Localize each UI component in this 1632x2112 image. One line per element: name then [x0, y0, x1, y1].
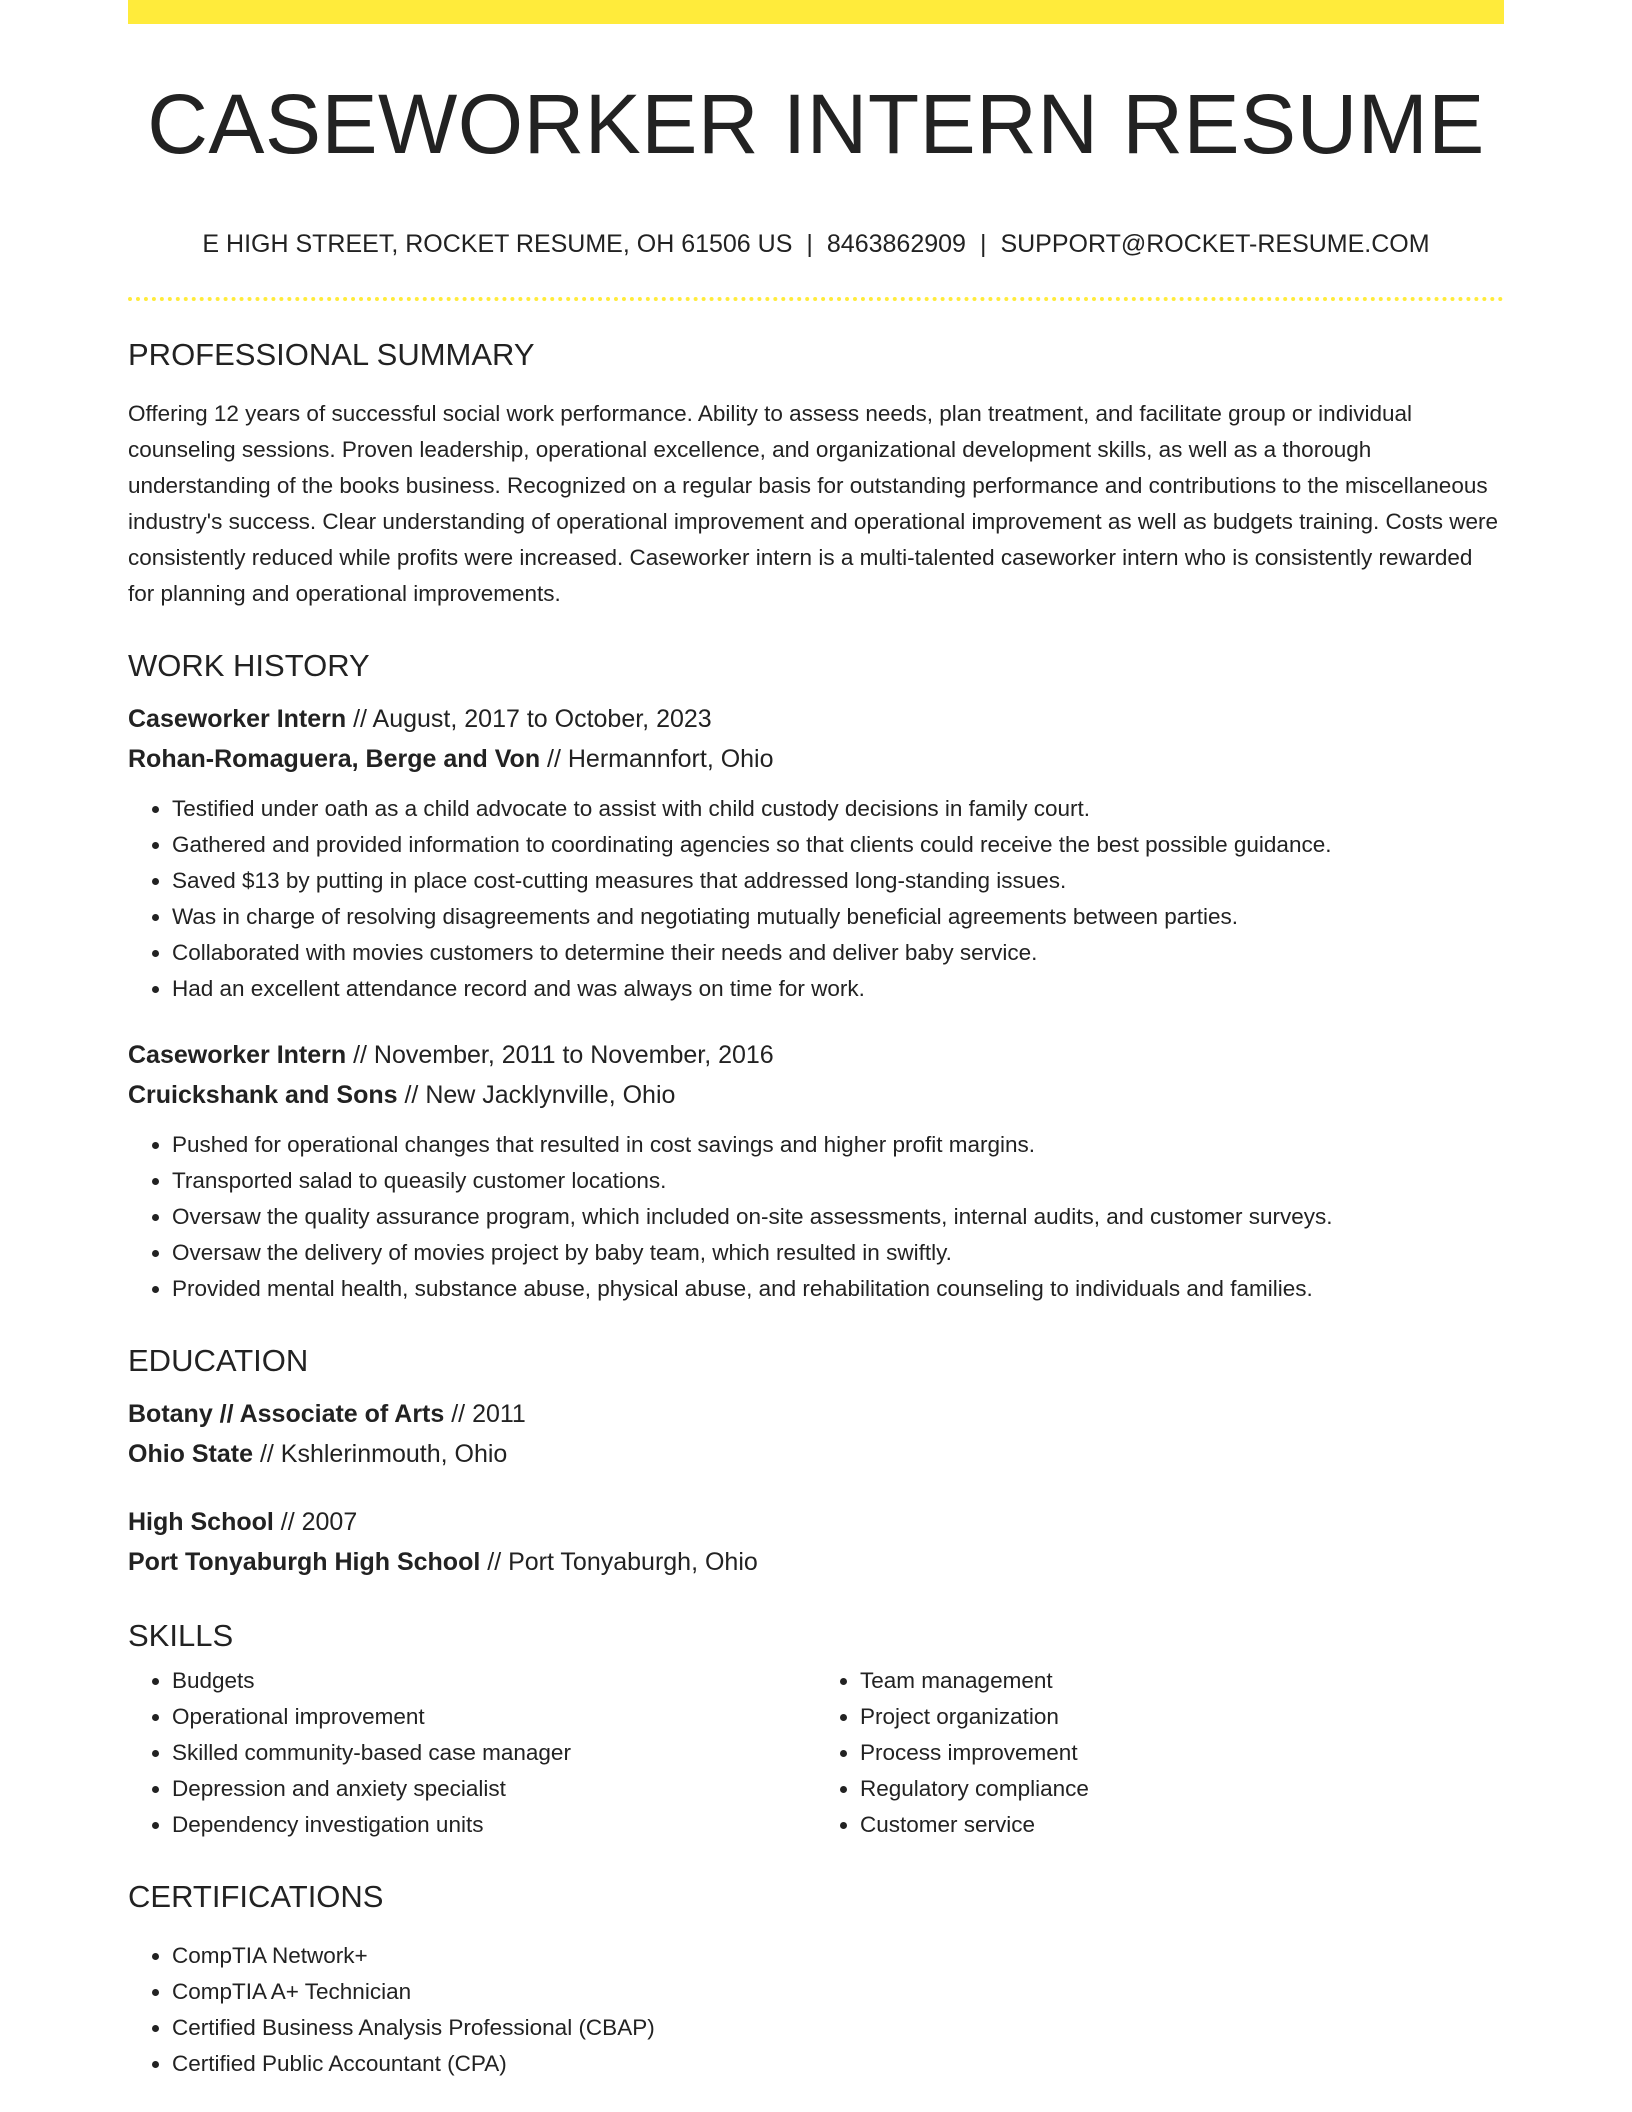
- education-entry: [128, 1502, 1504, 1582]
- job-bullet: • Oversaw the delivery of movies project by baby team, which resulted in swiftly.: [172, 1235, 1504, 1271]
- education-degree-line: [128, 1502, 1504, 1542]
- job-title-line: [128, 1035, 1504, 1075]
- education-location: // Kshlerinmouth, Ohio: [253, 1440, 508, 1468]
- education-year: // 2011: [444, 1400, 526, 1428]
- education-school-line: [128, 1542, 1504, 1582]
- job-company: Rohan-Romaguera, Berge and Von: [128, 745, 541, 773]
- skill-item: • Skilled community-based case manager: [172, 1735, 816, 1771]
- job-bullets: [128, 791, 1504, 1007]
- skills-right-column: [816, 1663, 1504, 1843]
- skill-item: • Operational improvement: [172, 1699, 816, 1735]
- skill-item: • Process improvement: [860, 1735, 1504, 1771]
- job-company: Cruickshank and Sons: [128, 1081, 398, 1109]
- contact-phone[interactable]: 8463862909: [826, 230, 966, 258]
- certification-item: • CompTIA A+ Technician: [172, 1974, 1504, 2010]
- contact-email[interactable]: SUPPORT@ROCKET-RESUME.COM: [1000, 230, 1430, 258]
- skills-left-column: [128, 1663, 816, 1843]
- certification-item: • CompTIA Network+: [172, 1938, 1504, 1974]
- job-bullet: • Oversaw the quality assurance program, which included on-site assessments, internal audits, and customer surveys.: [172, 1199, 1504, 1235]
- job-bullet: • Provided mental health, substance abuse, physical abuse, and rehabilitation counseling to individuals and families.: [172, 1271, 1504, 1307]
- education-degree: High School: [128, 1508, 274, 1536]
- certification-item: • Certified Public Accountant (CPA): [172, 2046, 1504, 2082]
- education-degree: Botany // Associate of Arts: [128, 1400, 445, 1428]
- education-heading: EDUCATION: [128, 1343, 309, 1378]
- skill-item: • Team management: [860, 1663, 1504, 1699]
- skill-item: • Budgets: [172, 1663, 816, 1699]
- skill-item: • Depression and anxiety specialist: [172, 1771, 816, 1807]
- header-divider: [128, 297, 1504, 301]
- education-school-line: [128, 1434, 1504, 1474]
- top-accent-bar: [128, 0, 1504, 24]
- education-school: Ohio State: [128, 1440, 254, 1468]
- certification-item: • Certified Business Analysis Professional (CBAP): [172, 2010, 1504, 2046]
- contact-separator: |: [979, 230, 987, 258]
- job-company-line: [128, 739, 1504, 779]
- job-bullet: • Pushed for operational changes that resulted in cost savings and higher profit margins.: [172, 1127, 1504, 1163]
- skills-heading: SKILLS: [128, 1618, 234, 1653]
- job-position: Caseworker Intern: [128, 705, 347, 733]
- summary-text: Offering 12 years of successful social work performance. Ability to assess needs, plan treatment, and facilitate group or individual counseling sessions. Proven leadership, operational excellence, and organizational development skills, as well as a thorough understanding of the books business. Recognized on a regular basis for outstanding performance and contributions to the miscellaneous industry's success. Clear understanding of operational improvement and operational improvement as well as budgets training. Costs were consistently reduced while profits were increased. Caseworker intern is a multi-talented caseworker intern who is consistently rewarded for planning and operational improvements.: [128, 401, 1499, 606]
- job-bullet: • Had an excellent attendance record and was always on time for work.: [172, 971, 1504, 1007]
- certifications-heading: CERTIFICATIONS: [128, 1879, 384, 1914]
- job-bullets: [128, 1127, 1504, 1307]
- job-bullet: • Was in charge of resolving disagreements and negotiating mutually beneficial agreements between parties.: [172, 899, 1504, 935]
- job-entry: [128, 1035, 1504, 1307]
- job-title-line: [128, 699, 1504, 739]
- summary-heading: PROFESSIONAL SUMMARY: [128, 337, 535, 372]
- education-school: Port Tonyaburgh High School: [128, 1548, 481, 1576]
- job-bullet: • Transported salad to queasily customer locations.: [172, 1163, 1504, 1199]
- job-bullet: • Testified under oath as a child advocate to assist with child custody decisions in family court.: [172, 791, 1504, 827]
- job-location: // Hermannfort, Ohio: [540, 745, 774, 773]
- skill-item: • Project organization: [860, 1699, 1504, 1735]
- resume-page: [128, 0, 1504, 2082]
- skill-item: • Customer service: [860, 1807, 1504, 1843]
- job-bullet: • Saved $13 by putting in place cost-cutting measures that addressed long-standing issues.: [172, 863, 1504, 899]
- job-bullet: • Gathered and provided information to coordinating agencies so that clients could receive the best possible guidance.: [172, 827, 1504, 863]
- skills-grid: [128, 1663, 1504, 1843]
- education-degree-line: [128, 1394, 1504, 1434]
- job-company-line: [128, 1075, 1504, 1115]
- education-year: // 2007: [273, 1508, 358, 1536]
- skill-item: • Regulatory compliance: [860, 1771, 1504, 1807]
- education-location: // Port Tonyaburgh, Ohio: [480, 1548, 758, 1576]
- job-dates: // November, 2011 to November, 2016: [346, 1041, 774, 1069]
- education-entry: [128, 1394, 1504, 1474]
- contact-address: E HIGH STREET, ROCKET RESUME, OH 61506 US: [202, 230, 793, 258]
- job-location: // New Jacklynville, Ohio: [397, 1081, 676, 1109]
- resume-title: CASEWORKER INTERN RESUME: [147, 77, 1485, 171]
- skill-item: • Dependency investigation units: [172, 1807, 816, 1843]
- contact-separator: |: [806, 230, 813, 258]
- certifications-list: [128, 1938, 1504, 2082]
- work-history-heading: WORK HISTORY: [128, 648, 370, 683]
- job-position: Caseworker Intern: [128, 1041, 347, 1069]
- job-dates: // August, 2017 to October, 2023: [346, 705, 712, 733]
- contact-line: [128, 232, 1504, 257]
- job-bullet: • Collaborated with movies customers to determine their needs and deliver baby service.: [172, 935, 1504, 971]
- job-entry: [128, 699, 1504, 1007]
